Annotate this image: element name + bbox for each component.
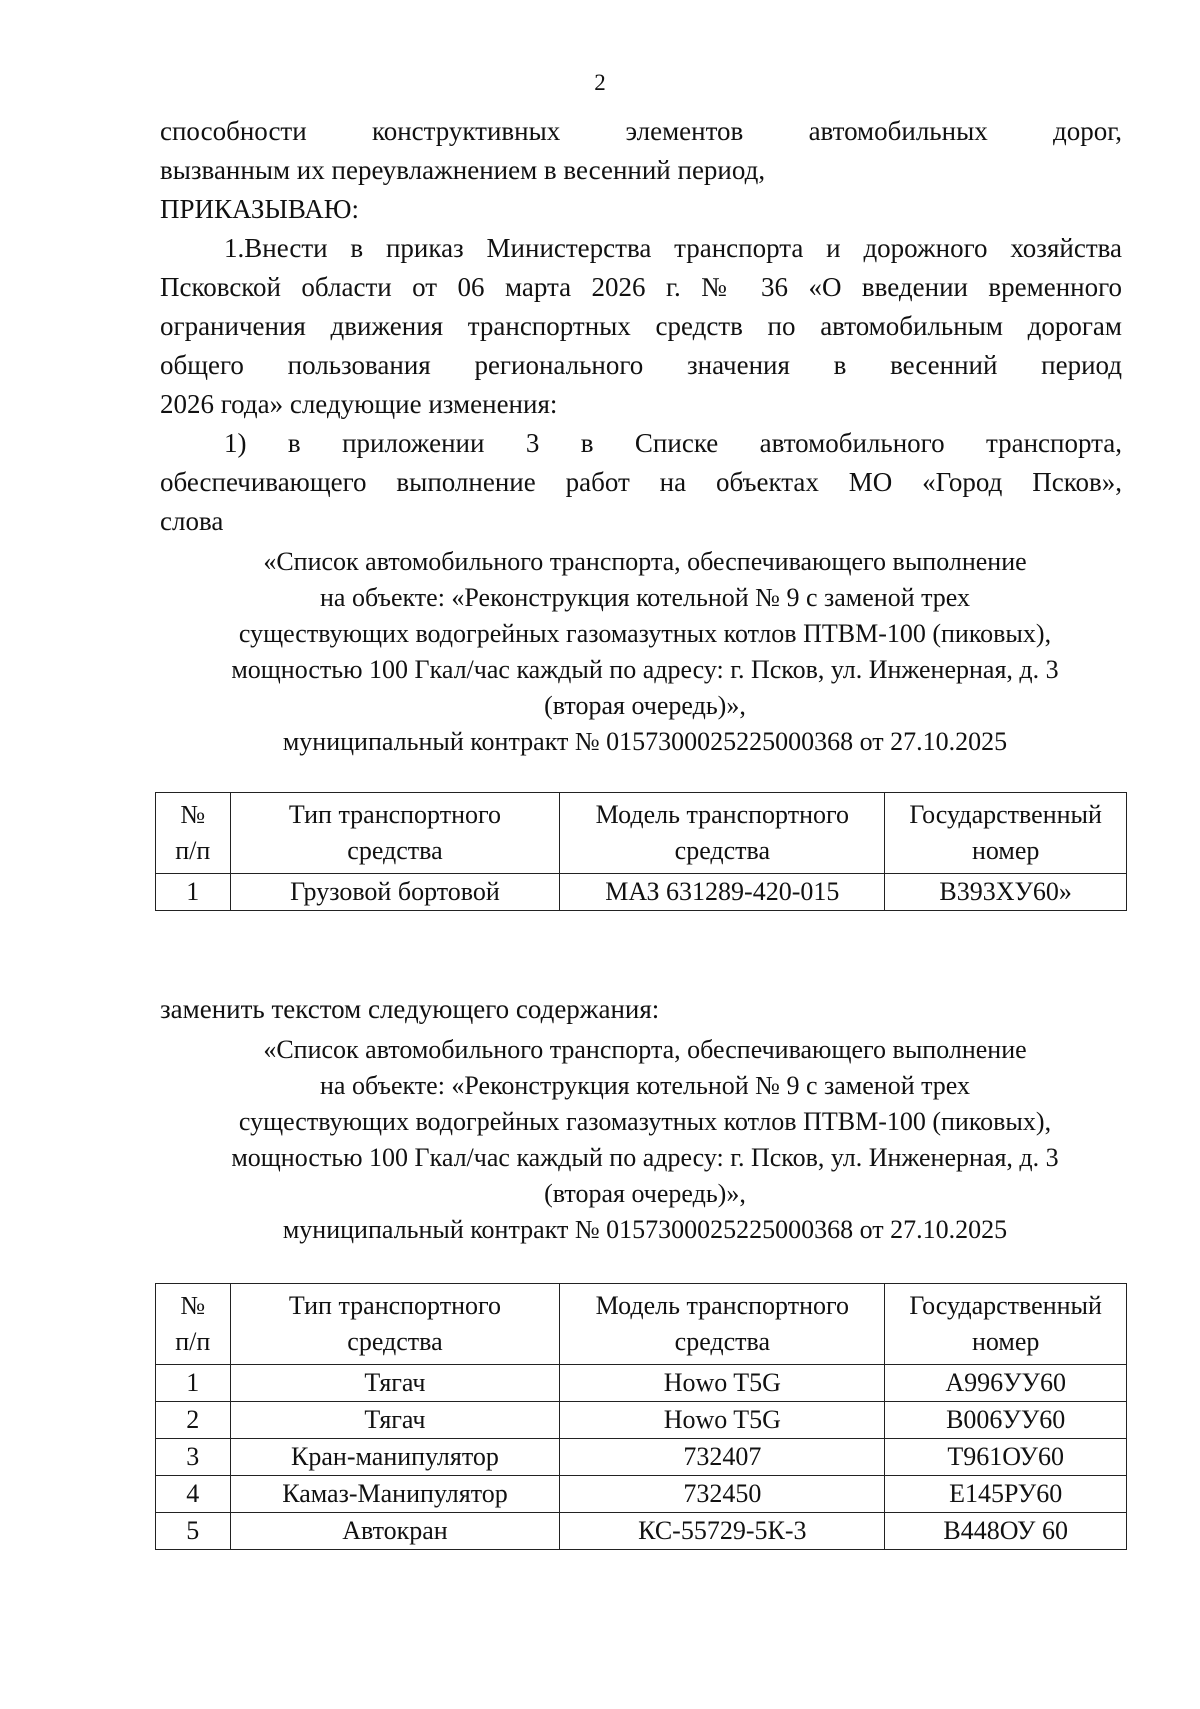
cell-type: Камаз-Манипулятор xyxy=(230,1476,560,1513)
paragraph-line: общего пользования регионального значения в весенний период xyxy=(160,350,1122,380)
header-text: средства xyxy=(674,1327,770,1356)
cell-type: Тягач xyxy=(230,1402,560,1439)
header-num xyxy=(156,793,231,874)
header-model xyxy=(560,793,885,874)
header-text: № xyxy=(180,800,206,829)
header-type xyxy=(230,793,560,874)
table-row xyxy=(156,1476,1127,1513)
cell-num: 3 xyxy=(156,1439,231,1476)
new-list-title-line: мощностью 100 Гкал/час каждый по адресу: г. Псков, ул. Инженерная, д. 3 xyxy=(231,1143,1059,1172)
table-row xyxy=(156,1402,1127,1439)
cell-model: КС-55729-5К-3 xyxy=(560,1513,885,1550)
cell-model: 732407 xyxy=(560,1439,885,1476)
header-text: Модель транспортного xyxy=(595,800,850,829)
table-row xyxy=(156,1439,1127,1476)
old-list-title-line: на объекте: «Реконструкция котельной № 9 с заменой трех xyxy=(320,583,970,612)
cell-num: 1 xyxy=(156,1365,231,1402)
table-row xyxy=(156,874,1127,911)
old-vehicle-table xyxy=(155,792,1127,911)
cell-type: Кран-манипулятор xyxy=(230,1439,560,1476)
cell-model: 732450 xyxy=(560,1476,885,1513)
cell-type: Грузовой бортовой xyxy=(230,874,560,911)
cell-num: 4 xyxy=(156,1476,231,1513)
cell-plate: В006УУ60 xyxy=(885,1402,1127,1439)
replace-instruction: заменить текстом следующего содержания: xyxy=(160,994,660,1024)
cell-model: Howo T5G xyxy=(560,1402,885,1439)
header-plate xyxy=(885,793,1127,874)
order-word: ПРИКАЗЫВАЮ: xyxy=(160,194,359,224)
new-list-title-line: на объекте: «Реконструкция котельной № 9 с заменой трех xyxy=(320,1071,970,1100)
header-text: Государственный xyxy=(909,800,1102,829)
header-text: номер xyxy=(971,836,1040,865)
cell-plate: В448ОУ 60 xyxy=(885,1513,1127,1550)
paragraph-line: ограничения движения транспортных средств по автомобильным дорогам xyxy=(160,311,1122,341)
header-text: Модель транспортного xyxy=(595,1291,850,1320)
cell-plate: А996УУ60 xyxy=(885,1365,1127,1402)
cell-type: Автокран xyxy=(230,1513,560,1550)
header-text: Тип транспортного xyxy=(288,800,502,829)
header-text: Государственный xyxy=(909,1291,1102,1320)
new-list-title-line: существующих водогрейных газомазутных котлов ПТВМ-100 (пиковых), xyxy=(238,1107,1052,1136)
old-contract-line: муниципальный контракт № 0157300025225000368 от 27.10.2025 xyxy=(282,727,1008,756)
cell-num: 5 xyxy=(156,1513,231,1550)
table-row xyxy=(156,1513,1127,1550)
paragraph-line: обеспечивающего выполнение работ на объектах МО «Город Псков», xyxy=(160,467,1122,497)
paragraph-line: Псковской области от 06 марта 2026 г. № 36 «О введении временного xyxy=(160,272,1122,302)
paragraph-line: вызванным их переувлажнением в весенний период, xyxy=(160,155,766,185)
header-num xyxy=(156,1284,231,1365)
header-type xyxy=(230,1284,560,1365)
header-text: номер xyxy=(971,1327,1040,1356)
header-text: средства xyxy=(674,836,770,865)
header-plate xyxy=(885,1284,1127,1365)
header-text: средства xyxy=(347,836,443,865)
page-number: 2 xyxy=(594,70,606,95)
cell-model: Howo T5G xyxy=(560,1365,885,1402)
cell-plate: В393ХУ60» xyxy=(885,874,1127,911)
cell-model: МАЗ 631289-420-015 xyxy=(560,874,885,911)
table-header-row xyxy=(156,1284,1127,1365)
old-list-title-line: (вторая очередь)», xyxy=(544,691,746,720)
new-list-title-line: (вторая очередь)», xyxy=(544,1179,746,1208)
header-text: средства xyxy=(347,1327,443,1356)
paragraph-line: способности конструктивных элементов автомобильных дорог, xyxy=(160,116,1122,146)
paragraph-line: слова xyxy=(160,506,224,536)
header-text: п/п xyxy=(175,836,211,865)
cell-plate: Е145РУ60 xyxy=(885,1476,1127,1513)
paragraph-line: 1) в приложении 3 в Списке автомобильного транспорта, xyxy=(224,428,1122,458)
cell-plate: Т961ОУ60 xyxy=(885,1439,1127,1476)
header-text: Тип транспортного xyxy=(288,1291,502,1320)
table-header-row xyxy=(156,793,1127,874)
old-list-title-line: мощностью 100 Гкал/час каждый по адресу: г. Псков, ул. Инженерная, д. 3 xyxy=(231,655,1059,684)
paragraph-line: 1.Внести в приказ Министерства транспорта и дорожного хозяйства xyxy=(224,233,1122,263)
cell-type: Тягач xyxy=(230,1365,560,1402)
new-list-title-line: «Список автомобильного транспорта, обеспечивающего выполнение xyxy=(263,1035,1027,1064)
header-text: п/п xyxy=(175,1327,211,1356)
old-list-title-line: существующих водогрейных газомазутных котлов ПТВМ-100 (пиковых), xyxy=(238,619,1052,648)
header-text: № xyxy=(180,1291,206,1320)
new-contract-line: муниципальный контракт № 0157300025225000368 от 27.10.2025 xyxy=(282,1215,1008,1244)
paragraph-line: 2026 года» следующие изменения: xyxy=(160,389,558,419)
table-row xyxy=(156,1365,1127,1402)
cell-num: 1 xyxy=(156,874,231,911)
new-vehicle-table xyxy=(155,1283,1127,1550)
cell-num: 2 xyxy=(156,1402,231,1439)
header-model xyxy=(560,1284,885,1365)
old-list-title-line: «Список автомобильного транспорта, обеспечивающего выполнение xyxy=(263,547,1027,576)
